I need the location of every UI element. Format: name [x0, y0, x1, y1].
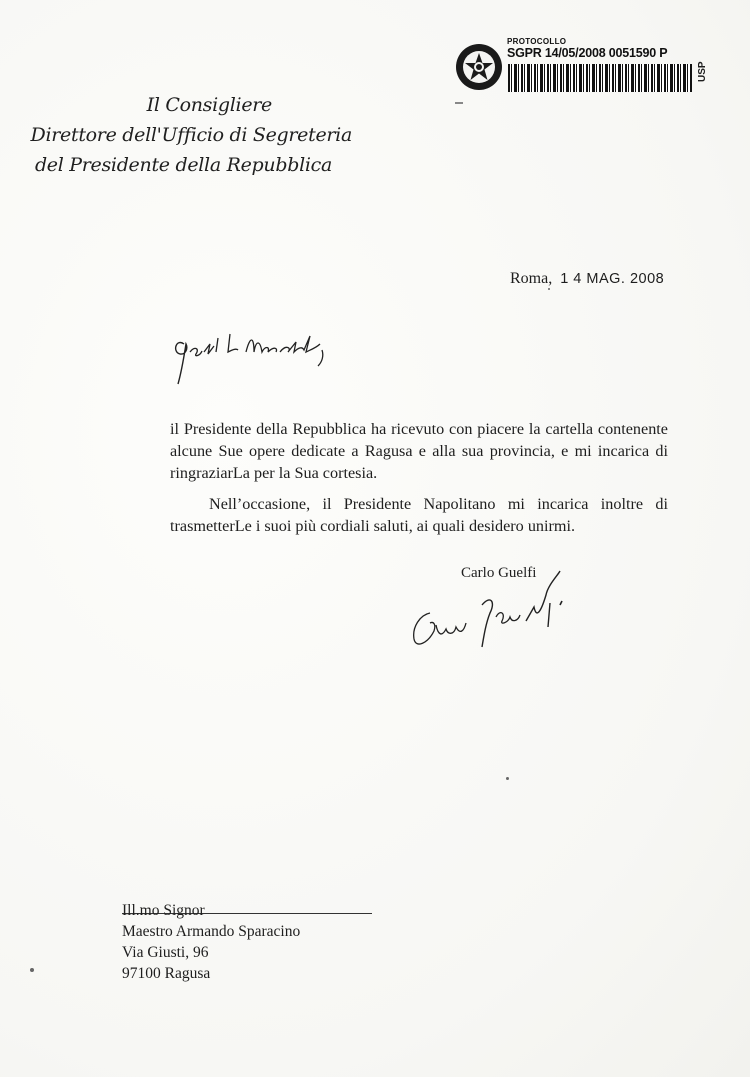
letterhead-office: Direttore dell'Ufficio di Segreteria: [30, 124, 352, 146]
recipient-street: Via Giusti, 96: [122, 944, 209, 961]
recipient-salutation: Ill.mo Signor: [122, 902, 205, 919]
letter-date: [510, 270, 664, 288]
paper-speck: [30, 968, 34, 972]
stamp-side-code: USP: [697, 61, 708, 82]
paper-speck: [506, 777, 509, 780]
letter-body: [170, 418, 668, 537]
recipient-address: [122, 900, 300, 984]
signer-name: Carlo Guelfi: [461, 565, 537, 581]
handwritten-signature: [400, 565, 585, 660]
recipient-city: 97100 Ragusa: [122, 965, 211, 982]
letterhead-title: Il Consigliere: [146, 94, 272, 116]
recipient-name: Maestro Armando Sparacino: [122, 923, 301, 940]
paper-speck: [548, 288, 550, 290]
letterhead-institution: del Presidente della Repubblica: [34, 154, 332, 176]
body-paragraph-2: Nell’occasione, il Presidente Napolitano mi incarica inoltre di trasmetterLe i suoi più cordiali saluti, ai quali desidero unirmi.: [170, 495, 668, 535]
stamp-mark: [455, 102, 463, 104]
date-stamp: 1 4 MAG. 2008: [560, 271, 665, 287]
handwritten-salutation: [170, 322, 340, 392]
protocol-stamp: [454, 34, 712, 100]
stamp-label: PROTOCOLLO: [507, 37, 567, 46]
republic-emblem-icon: [454, 42, 504, 92]
barcode: [508, 64, 692, 92]
body-paragraph-1: il Presidente della Repubblica ha ricevuto con piacere la cartella contenente alcune Sue opere dedicate a Ragusa e alla sua provincia, e mi incarica di ringraziarLa per la Sua cortesia.: [170, 420, 668, 482]
protocol-reference: SGPR 14/05/2008 0051590 P: [507, 46, 668, 60]
letterhead: [22, 90, 362, 180]
date-place: Roma,: [510, 270, 553, 287]
